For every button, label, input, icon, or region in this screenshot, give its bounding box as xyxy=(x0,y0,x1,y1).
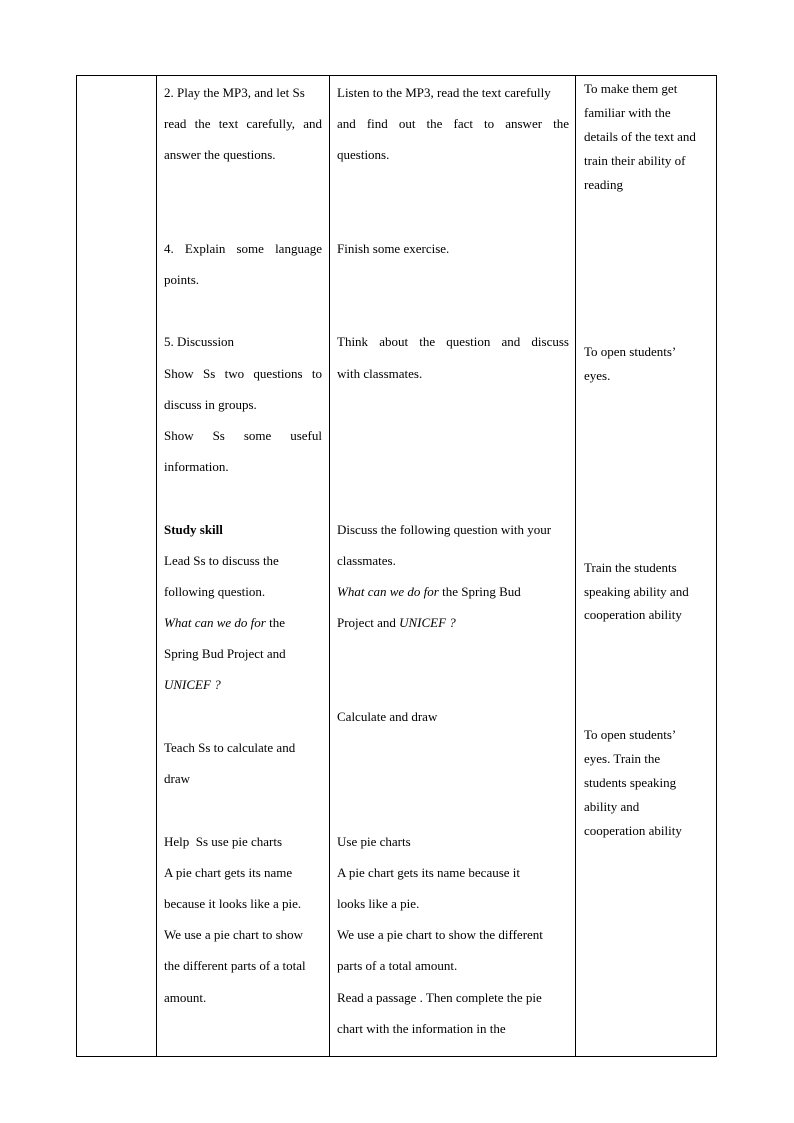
purpose-step2-line3: details of the text and xyxy=(584,129,696,144)
teacher-step5-line2: discuss in groups. xyxy=(164,397,257,412)
teacher-question-italic: What can we do for xyxy=(164,615,266,630)
student-pie-line5: parts of a total amount. xyxy=(337,958,458,973)
purpose-column xyxy=(576,76,717,1056)
teacher-study-line1: Lead Ss to discuss the xyxy=(164,553,279,568)
teacher-study-question-line1 xyxy=(164,615,285,631)
student-pie-line7: chart with the information in the xyxy=(337,1021,506,1036)
purpose-step2-line4: train their ability of xyxy=(584,153,686,168)
purpose-calc-line3: students speaking xyxy=(584,775,677,790)
student-step5-line1: Think about the question and discuss xyxy=(337,334,569,349)
purpose-step5-line1: To open students’ xyxy=(584,344,677,359)
student-activity-column xyxy=(330,76,575,1056)
student-study-line1: Discuss the following question with your xyxy=(337,522,552,537)
student-question-rest: the Spring Bud xyxy=(438,584,521,599)
student-question-project: Project and xyxy=(337,615,400,630)
study-skill-heading: Study skill xyxy=(164,522,223,537)
teacher-activity-column xyxy=(157,76,329,1056)
purpose-study-line2: speaking ability and xyxy=(584,584,689,599)
student-pie-line2: A pie chart gets its name because it xyxy=(337,865,521,880)
student-calc-line1: Calculate and draw xyxy=(337,709,438,724)
teacher-question-rest: the xyxy=(265,615,285,630)
student-step2-line3: questions. xyxy=(337,147,390,162)
teacher-study-question-line3: UNICEF ? xyxy=(164,677,221,692)
teacher-pie-line2: A pie chart gets its name xyxy=(164,865,293,880)
student-pie-line3: looks like a pie. xyxy=(337,896,420,911)
teacher-step2-line2: read the text carefully, and xyxy=(164,116,322,131)
student-study-question-line2 xyxy=(337,615,456,631)
teacher-study-line2: following question. xyxy=(164,584,266,599)
purpose-step2-line2: familiar with the xyxy=(584,105,671,120)
student-step2-line2: and find out the fact to answer the xyxy=(337,116,569,131)
teacher-pie-line1: Help Ss use pie charts xyxy=(164,834,283,849)
purpose-calc-line2: eyes. Train the xyxy=(584,751,661,766)
teacher-step2-line1: 2. Play the MP3, and let Ss xyxy=(164,85,305,100)
teacher-study-question-line2: Spring Bud Project and xyxy=(164,646,286,661)
purpose-step5-line2: eyes. xyxy=(584,368,611,383)
student-pie-line4: We use a pie chart to show the different xyxy=(337,927,543,942)
teacher-pie-line3: because it looks like a pie. xyxy=(164,896,302,911)
student-step5-line2: with classmates. xyxy=(337,366,423,381)
purpose-calc-line4: ability and xyxy=(584,799,640,814)
teacher-step4-line2: points. xyxy=(164,272,200,287)
purpose-step2-line5: reading xyxy=(584,177,623,192)
teacher-step5-line1: Show Ss two questions to xyxy=(164,366,322,381)
purpose-study-line3: cooperation ability xyxy=(584,607,682,622)
student-pie-line6: Read a passage . Then complete the pie xyxy=(337,990,542,1005)
purpose-calc-line1: To open students’ xyxy=(584,727,677,742)
teacher-pie-line4: We use a pie chart to show xyxy=(164,927,304,942)
teacher-calc-line1: Teach Ss to calculate and xyxy=(164,740,296,755)
teacher-pie-line5: the different parts of a total xyxy=(164,958,306,973)
purpose-study-line1: Train the students xyxy=(584,560,677,575)
student-study-line2: classmates. xyxy=(337,553,396,568)
teacher-step4-line1: 4. Explain some language xyxy=(164,241,322,256)
stage-column xyxy=(77,76,156,1056)
teacher-pie-line6: amount. xyxy=(164,990,207,1005)
student-pie-line1: Use pie charts xyxy=(337,834,411,849)
teacher-step5-line4: information. xyxy=(164,459,229,474)
student-study-question-line1 xyxy=(337,584,521,600)
purpose-calc-line5: cooperation ability xyxy=(584,823,682,838)
student-question-unicef: UNICEF ? xyxy=(399,615,456,630)
student-step4-line1: Finish some exercise. xyxy=(337,241,450,256)
teacher-step5-title: 5. Discussion xyxy=(164,334,235,349)
teacher-step5-line3: Show Ss some useful xyxy=(164,428,322,443)
purpose-step2-line1: To make them get xyxy=(584,81,678,96)
student-step2-line1: Listen to the MP3, read the text carefully xyxy=(337,85,551,100)
lesson-plan-table xyxy=(76,75,717,1057)
teacher-calc-line2: draw xyxy=(164,771,190,786)
teacher-step2-line3: answer the questions. xyxy=(164,147,276,162)
student-question-italic: What can we do for xyxy=(337,584,439,599)
